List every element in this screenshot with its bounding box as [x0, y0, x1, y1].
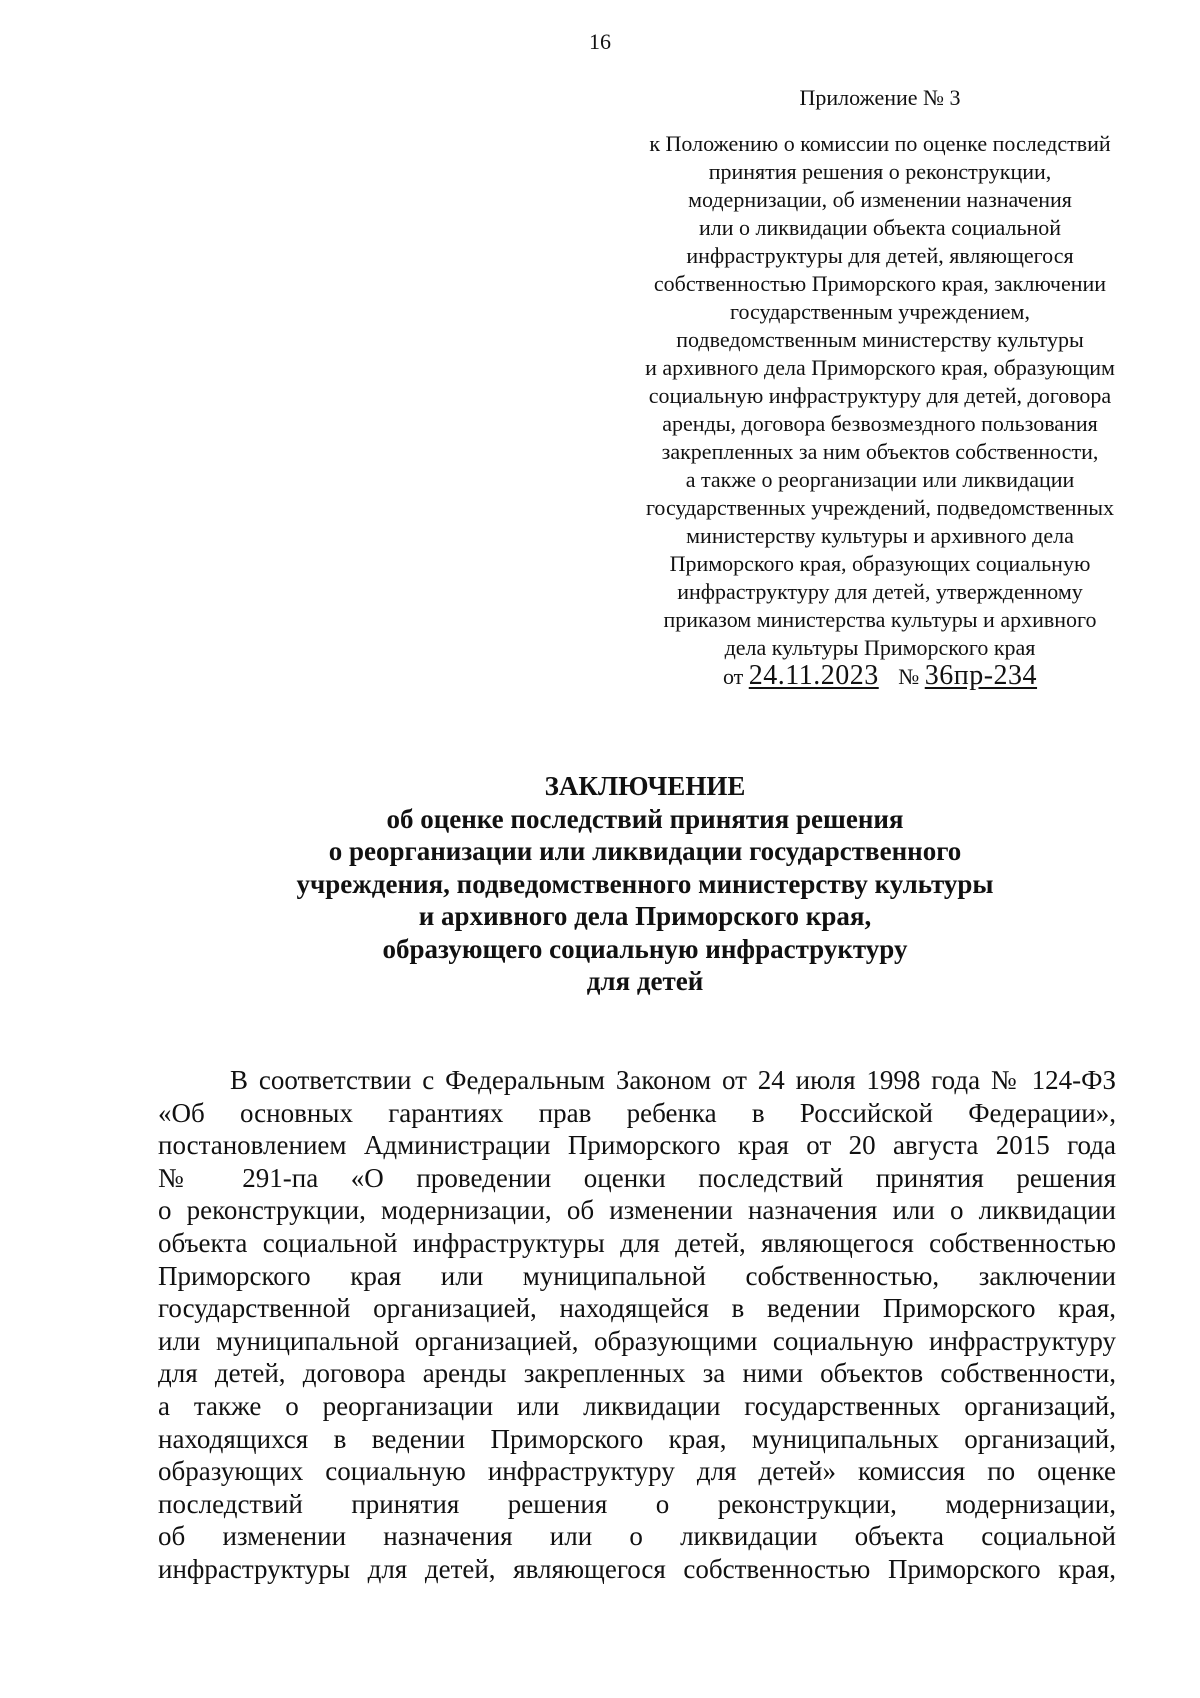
order-number: 36пр-234	[924, 660, 1038, 691]
body-line: государственной организацией, находящейся в ведении Приморского края,	[158, 1293, 1116, 1324]
appendix-line: государственным учреждением,	[730, 299, 1030, 324]
appendix-line: и архивного дела Приморского края, образующим	[645, 355, 1115, 380]
order-reference	[620, 662, 1140, 691]
appendix-line: Приморского края, образующих социальную	[669, 551, 1091, 576]
title-line: и архивного дела Приморского края,	[418, 901, 872, 931]
body-line: инфраструктуры для детей, являющегося собственностью Приморского края,	[158, 1553, 1116, 1584]
appendix-line: или о ликвидации объекта социальной	[698, 215, 1062, 240]
appendix-line: инфраструктуры для детей, являющегося	[686, 243, 1074, 268]
title-line: о реорганизации или ликвидации государственного	[328, 836, 962, 866]
title-line: об оценке последствий принятия решения	[386, 803, 904, 834]
body-line: «Об основных гарантиях прав ребенка в Российской Федерации»,	[158, 1097, 1116, 1128]
appendix-line: аренды, договора безвозмездного пользования	[662, 411, 1098, 436]
appendix-line: модернизации, об изменении назначения	[688, 187, 1072, 212]
appendix-line: собственностью Приморского края, заключении	[653, 271, 1107, 296]
appendix-line: министерству культуры и архивного дела	[686, 523, 1074, 548]
body-line: Приморского края или муниципальной собственностью, заключении	[158, 1260, 1116, 1291]
body-line: о реконструкции, модернизации, об изменении назначения или о ликвидации	[158, 1195, 1116, 1226]
appendix-line: социальную инфраструктуру для детей, договора	[648, 383, 1112, 408]
body-line: № 291-па «О проведении оценки последствий принятия решения	[158, 1162, 1116, 1193]
body-line: образующих социальную инфраструктуру для детей» комиссия по оценке	[158, 1456, 1116, 1487]
title-line: образующего социальную инфраструктуру	[382, 933, 908, 964]
body-line: для детей, договора аренды закрепленных за ними объектов собственности,	[158, 1358, 1116, 1389]
appendix-line: приказом министерства культуры и архивного	[663, 607, 1097, 632]
appendix-line: дела культуры Приморского края	[724, 635, 1036, 660]
body-line: находящихся в ведении Приморского края, муниципальных организаций,	[158, 1423, 1116, 1454]
appendix-line: подведомственным министерству культуры	[676, 327, 1084, 352]
appendix-line: инфраструктуру для детей, утвержденному	[677, 579, 1083, 604]
appendix-line: а также о реорганизации или ликвидации	[685, 467, 1075, 492]
appendix-line: государственных учреждений, подведомственных	[645, 495, 1115, 520]
appendix-header	[620, 84, 1140, 691]
appendix-title: Приложение № 3	[799, 85, 961, 110]
body-line: объекта социальной инфраструктуры для детей, являющегося собственностью	[158, 1227, 1116, 1258]
appendix-line: к Положению о комиссии по оценке последствий	[649, 131, 1111, 156]
title-line: для детей	[586, 966, 704, 996]
title-heading: ЗАКЛЮЧЕНИЕ	[544, 771, 746, 801]
order-date: 24.11.2023	[748, 660, 879, 691]
body-line: постановлением Администрации Приморского края от 20 августа 2015 года	[158, 1130, 1116, 1161]
body-line: а также о реорганизации или ликвидации государственных организаций,	[158, 1390, 1116, 1421]
body-paragraph	[158, 1064, 1116, 1586]
title-line: учреждения, подведомственного министерству культуры	[296, 868, 994, 899]
order-number-label: №	[898, 664, 920, 689]
order-from-label: от	[722, 664, 744, 689]
appendix-line: принятия решения о реконструкции,	[708, 159, 1052, 184]
appendix-line: закрепленных за ним объектов собственности,	[661, 439, 1099, 464]
body-line: об изменении назначения или о ликвидации объекта социальной	[158, 1521, 1116, 1552]
body-line: В соответствии с Федеральным Законом от 24 июля 1998 года № 124-ФЗ	[230, 1065, 1116, 1095]
body-line: или муниципальной организацией, образующими социальную инфраструктуру	[158, 1325, 1116, 1356]
page-number: 16	[589, 29, 611, 54]
document-title	[150, 770, 1140, 998]
body-line: последствий принятия решения о реконструкции, модернизации,	[158, 1488, 1116, 1519]
